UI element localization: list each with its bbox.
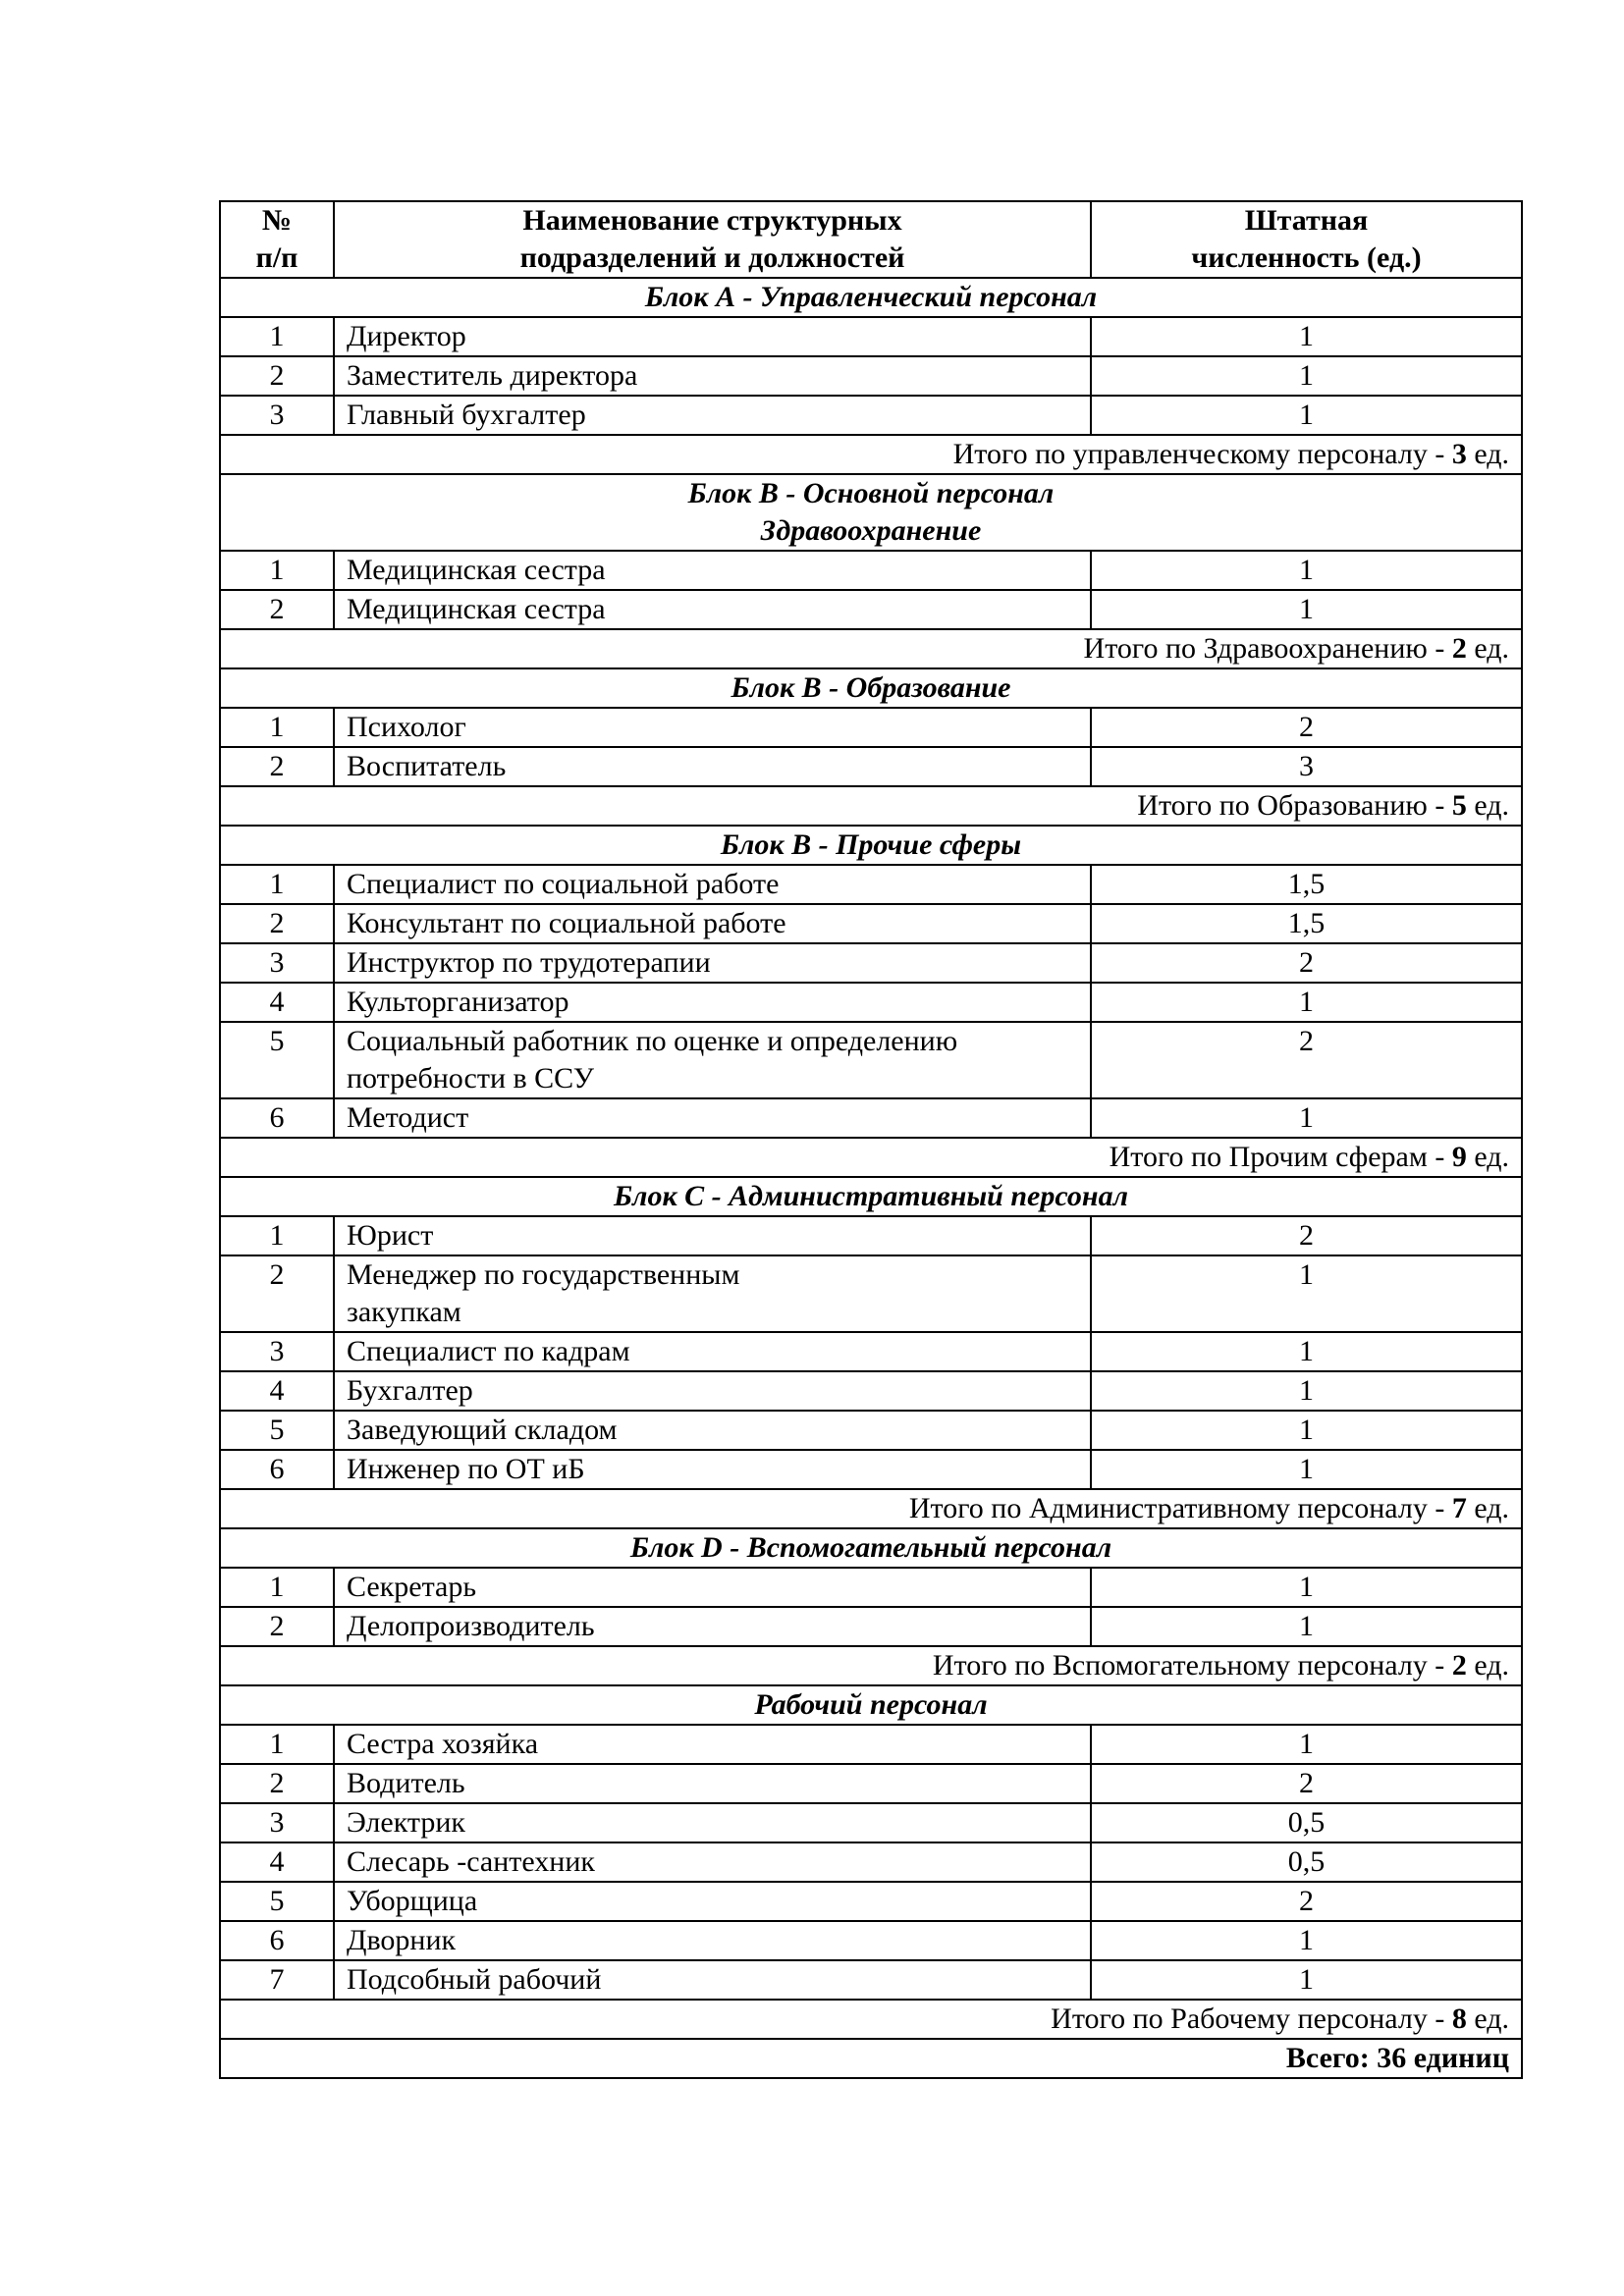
section-header-row — [220, 1177, 1522, 1216]
position-quantity: 0,5 — [1091, 1842, 1522, 1882]
table-row — [220, 590, 1522, 629]
row-number: 5 — [220, 1882, 334, 1921]
position-name: Инженер по ОТ иБ — [334, 1450, 1091, 1489]
subtotal-unit: ед. — [1466, 789, 1509, 822]
row-number: 2 — [220, 1255, 334, 1332]
row-number: 1 — [220, 551, 334, 590]
table-row — [220, 1607, 1522, 1646]
subtotal-label: Итого по Рабочему персоналу - — [1051, 2002, 1452, 2035]
position-name: Уборщица — [334, 1882, 1091, 1921]
table-row — [220, 865, 1522, 904]
position-quantity: 1,5 — [1091, 865, 1522, 904]
position-quantity: 2 — [1091, 943, 1522, 983]
position-name: Водитель — [334, 1764, 1091, 1803]
subtotal-value: 3 — [1451, 438, 1467, 470]
position-name: Консультант по социальной работе — [334, 904, 1091, 943]
section-header-row — [220, 278, 1522, 317]
table-row — [220, 1411, 1522, 1450]
position-name: Директор — [334, 317, 1091, 356]
position-quantity: 1 — [1091, 1607, 1522, 1646]
position-name: Специалист по социальной работе — [334, 865, 1091, 904]
subtotal-cell — [220, 786, 1522, 826]
table-row — [220, 1882, 1522, 1921]
position-quantity: 3 — [1091, 747, 1522, 786]
row-number: 1 — [220, 1725, 334, 1764]
section-title: Рабочий персонал — [220, 1685, 1522, 1725]
row-number: 6 — [220, 1450, 334, 1489]
table-header — [220, 201, 1522, 278]
table-row — [220, 747, 1522, 786]
subtotal-cell — [220, 1138, 1522, 1177]
position-name: Заведующий складом — [334, 1411, 1091, 1450]
subtotal-row — [220, 2000, 1522, 2039]
section-title: Блок С - Административный персонал — [220, 1177, 1522, 1216]
subtotal-label: Итого по Здравоохранению - — [1083, 632, 1452, 665]
position-quantity: 1 — [1091, 1332, 1522, 1371]
subtotal-label: Итого по Образованию - — [1137, 789, 1452, 822]
subtotal-value: 2 — [1451, 1649, 1467, 1682]
section-header-row — [220, 1528, 1522, 1568]
position-quantity: 1,5 — [1091, 904, 1522, 943]
subtotal-unit: ед. — [1466, 2002, 1509, 2035]
position-quantity: 1 — [1091, 1921, 1522, 1960]
position-name: Слесарь -сантехник — [334, 1842, 1091, 1882]
subtotal-cell — [220, 1489, 1522, 1528]
position-quantity: 1 — [1091, 1411, 1522, 1450]
table-row — [220, 356, 1522, 396]
table-row — [220, 1725, 1522, 1764]
row-number: 3 — [220, 943, 334, 983]
subtotal-label: Итого по управленческому персоналу - — [952, 438, 1452, 470]
subtotal-row — [220, 1138, 1522, 1177]
row-number: 7 — [220, 1960, 334, 2000]
row-number: 1 — [220, 317, 334, 356]
position-quantity: 1 — [1091, 983, 1522, 1022]
row-number: 2 — [220, 590, 334, 629]
table-row — [220, 1216, 1522, 1255]
table-row — [220, 708, 1522, 747]
position-quantity: 1 — [1091, 1568, 1522, 1607]
grand-total: Всего: 36 единиц — [220, 2039, 1522, 2078]
subtotal-unit: ед. — [1466, 632, 1509, 665]
table-row — [220, 1568, 1522, 1607]
position-name: Медицинская сестра — [334, 590, 1091, 629]
row-number: 5 — [220, 1411, 334, 1450]
row-number: 3 — [220, 396, 334, 435]
table-row — [220, 1764, 1522, 1803]
table-row — [220, 1960, 1522, 2000]
subtotal-cell — [220, 2000, 1522, 2039]
row-number: 2 — [220, 356, 334, 396]
position-name: Сестра хозяйка — [334, 1725, 1091, 1764]
subtotal-row — [220, 786, 1522, 826]
row-number: 2 — [220, 747, 334, 786]
position-name: Менеджер по государственным закупкам — [334, 1255, 1091, 1332]
subtotal-unit: ед. — [1466, 438, 1509, 470]
position-quantity: 1 — [1091, 317, 1522, 356]
header-quantity: Штатная численность (ед.) — [1091, 201, 1522, 278]
subtotal-unit: ед. — [1466, 1649, 1509, 1682]
position-quantity: 2 — [1091, 1216, 1522, 1255]
subtotal-cell — [220, 1646, 1522, 1685]
section-title: Блок D - Вспомогательный персонал — [220, 1528, 1522, 1568]
row-number: 2 — [220, 1607, 334, 1646]
position-quantity: 0,5 — [1091, 1803, 1522, 1842]
row-number: 1 — [220, 1568, 334, 1607]
position-quantity: 1 — [1091, 1450, 1522, 1489]
subtotal-row — [220, 1646, 1522, 1685]
row-number: 1 — [220, 1216, 334, 1255]
row-number: 4 — [220, 1842, 334, 1882]
position-quantity: 1 — [1091, 1725, 1522, 1764]
table-row — [220, 904, 1522, 943]
position-quantity: 2 — [1091, 1764, 1522, 1803]
subtotal-row — [220, 435, 1522, 474]
row-number: 2 — [220, 1764, 334, 1803]
position-name: Делопроизводитель — [334, 1607, 1091, 1646]
table-row — [220, 1022, 1522, 1098]
position-name: Методист — [334, 1098, 1091, 1138]
position-name: Воспитатель — [334, 747, 1091, 786]
row-number: 6 — [220, 1921, 334, 1960]
table-row — [220, 1255, 1522, 1332]
position-name: Специалист по кадрам — [334, 1332, 1091, 1371]
table-row — [220, 1842, 1522, 1882]
position-quantity: 1 — [1091, 551, 1522, 590]
position-name: Психолог — [334, 708, 1091, 747]
position-quantity: 2 — [1091, 1882, 1522, 1921]
section-title: Блок В - Основной персонал Здравоохранение — [220, 474, 1522, 551]
subtotal-unit: ед. — [1466, 1492, 1509, 1524]
position-name: Бухгалтер — [334, 1371, 1091, 1411]
row-number: 1 — [220, 708, 334, 747]
subtotal-row — [220, 629, 1522, 668]
row-number: 2 — [220, 904, 334, 943]
subtotal-cell — [220, 435, 1522, 474]
table-body — [220, 278, 1522, 2039]
subtotal-label: Итого по Вспомогательному персоналу - — [932, 1649, 1452, 1682]
subtotal-value: 7 — [1451, 1492, 1467, 1524]
header-number: № п/п — [220, 201, 334, 278]
table-row — [220, 1332, 1522, 1371]
table-row — [220, 1098, 1522, 1138]
subtotal-cell — [220, 629, 1522, 668]
position-quantity: 1 — [1091, 1098, 1522, 1138]
table-row — [220, 396, 1522, 435]
row-number: 3 — [220, 1803, 334, 1842]
position-name: Инструктор по трудотерапии — [334, 943, 1091, 983]
subtotal-unit: ед. — [1466, 1141, 1509, 1173]
section-header-row — [220, 474, 1522, 551]
position-name: Социальный работник по оценке и определению потребности в ССУ — [334, 1022, 1091, 1098]
subtotal-value: 2 — [1451, 632, 1467, 665]
section-header-row — [220, 668, 1522, 708]
position-name: Дворник — [334, 1921, 1091, 1960]
position-quantity: 1 — [1091, 1960, 1522, 2000]
table-row — [220, 1371, 1522, 1411]
position-quantity: 1 — [1091, 356, 1522, 396]
staffing-table — [219, 200, 1523, 2079]
position-name: Главный бухгалтер — [334, 396, 1091, 435]
position-name: Секретарь — [334, 1568, 1091, 1607]
row-number: 5 — [220, 1022, 334, 1098]
row-number: 4 — [220, 1371, 334, 1411]
row-number: 4 — [220, 983, 334, 1022]
table-row — [220, 1450, 1522, 1489]
row-number: 1 — [220, 865, 334, 904]
subtotal-value: 5 — [1451, 789, 1467, 822]
row-number: 3 — [220, 1332, 334, 1371]
position-name: Медицинская сестра — [334, 551, 1091, 590]
section-title: Блок В - Прочие сферы — [220, 826, 1522, 865]
position-quantity: 2 — [1091, 708, 1522, 747]
row-number: 6 — [220, 1098, 334, 1138]
position-quantity: 1 — [1091, 590, 1522, 629]
section-header-row — [220, 1685, 1522, 1725]
position-name: Юрист — [334, 1216, 1091, 1255]
position-name: Подсобный рабочий — [334, 1960, 1091, 2000]
position-name: Заместитель директора — [334, 356, 1091, 396]
subtotal-value: 9 — [1451, 1141, 1467, 1173]
table-row — [220, 943, 1522, 983]
table-row — [220, 1921, 1522, 1960]
position-quantity: 2 — [1091, 1022, 1522, 1098]
section-header-row — [220, 826, 1522, 865]
position-quantity: 1 — [1091, 1255, 1522, 1332]
subtotal-value: 8 — [1451, 2002, 1467, 2035]
subtotal-label: Итого по Административному персоналу - — [908, 1492, 1452, 1524]
position-name: Культорганизатор — [334, 983, 1091, 1022]
table-row — [220, 551, 1522, 590]
section-title: Блок А - Управленческий персонал — [220, 278, 1522, 317]
position-quantity: 1 — [1091, 1371, 1522, 1411]
grand-total-row — [220, 2039, 1522, 2078]
section-title: Блок В - Образование — [220, 668, 1522, 708]
table-row — [220, 983, 1522, 1022]
position-name: Электрик — [334, 1803, 1091, 1842]
table-row — [220, 1803, 1522, 1842]
subtotal-row — [220, 1489, 1522, 1528]
position-quantity: 1 — [1091, 396, 1522, 435]
header-name: Наименование структурных подразделений и должностей — [334, 201, 1091, 278]
subtotal-label: Итого по Прочим сферам - — [1109, 1141, 1452, 1173]
table-row — [220, 317, 1522, 356]
